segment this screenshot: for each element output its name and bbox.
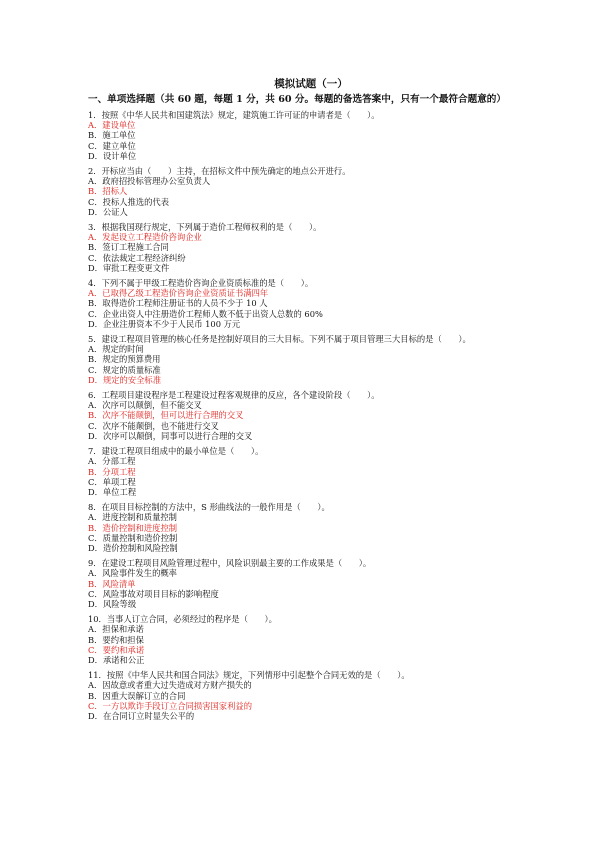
answer-option: C．风险事故对项目目标的影响程度	[88, 588, 219, 599]
answer-option: A．风险事件发生的概率	[88, 568, 177, 579]
page-title: 模拟试题（一）	[274, 78, 348, 90]
answer-option: B．要约和担保	[88, 634, 144, 645]
question-10	[88, 614, 518, 665]
question-stem: 3．根据我国现行规定，下列属于造价工程师权利的是（ ）。	[88, 222, 322, 233]
question-list	[88, 110, 518, 721]
answer-option: C．企业出资人中注册造价工程师人数不低于出资人总数的 60%	[88, 308, 323, 319]
question-8	[88, 502, 518, 553]
answer-option: B．因重大误解订立的合同	[88, 690, 186, 701]
answer-option-correct: A．建设单位	[88, 120, 136, 131]
answer-option: D．单位工程	[88, 486, 137, 497]
question-stem: 11．按照《中华人民共和国合同法》规定，下列情形中引起整个合同无效的是（ ）。	[88, 670, 410, 681]
answer-option: D．设计单位	[88, 150, 137, 161]
question-stem: 2．开标应当由（ ）主持，在招标文件中预先确定的地点公开进行。	[88, 166, 351, 177]
answer-option-correct: B．风险清单	[88, 578, 136, 589]
answer-option: C．规定的质量标准	[88, 364, 161, 375]
answer-option: D．造价控制和风险控制	[88, 542, 178, 553]
question-stem: 1．按照《中华人民共和国建筑法》规定，建筑施工许可证的申请者是（ ）。	[88, 110, 380, 120]
question-stem: 6．工程项目建设程序是工程建设过程客观规律的反应，各个建设阶段（ ）。	[88, 390, 380, 401]
question-6	[88, 390, 518, 441]
question-stem: 10．当事人订立合同，必须经过的程序是（ ）。	[88, 614, 277, 625]
answer-option-correct: B．次序不能颠倒，但可以进行合理的交叉	[88, 410, 244, 421]
answer-option-correct: B．分项工程	[88, 466, 136, 477]
answer-option: B．规定的预算费用	[88, 354, 161, 365]
answer-option: B．签订工程施工合同	[88, 242, 169, 253]
answer-option: D．在合同订立时显失公平的	[88, 710, 195, 721]
question-9	[88, 558, 518, 609]
answer-option: D．承诺和公正	[88, 654, 145, 665]
answer-option: C．投标人推选的代表	[88, 196, 170, 207]
question-11	[88, 670, 518, 721]
answer-option: A．政府招投标管理办公室负责人	[88, 176, 211, 187]
answer-option: A．进度控制和质量控制	[88, 512, 177, 523]
answer-option: A．次序可以颠倒，但不能交叉	[88, 400, 202, 411]
question-1	[88, 110, 518, 161]
answer-option: C．次序不能颠倒，也不能进行交叉	[88, 420, 219, 431]
document-page	[88, 76, 518, 721]
answer-option: D．审批工程变更文件	[88, 262, 170, 273]
question-stem: 9．在建设工程项目风险管理过程中，风险识别最主要的工作成果是（ ）。	[88, 558, 372, 569]
section-heading: 一、单项选择题（共 60 题，每题 1 分，共 60 分。每题的备选答案中，只有一个最符合题意的）	[88, 94, 506, 105]
answer-option: C．依法裁定工程经济纠纷	[88, 252, 186, 263]
question-stem: 4．下列不属于甲级工程造价咨询企业资质标准的是（ ）。	[88, 278, 314, 289]
answer-option-correct: D．规定的安全标准	[88, 374, 162, 385]
answer-option: B．取得造价工程师注册证书的人员不少于 10 人	[88, 298, 268, 309]
answer-option: D．企业注册资本不少于人民币 100 万元	[88, 318, 241, 329]
answer-option: D．次序可以颠倒，同事可以进行合理的交叉	[88, 430, 253, 441]
answer-option: B．施工单位	[88, 130, 136, 141]
answer-option: C．单项工程	[88, 476, 136, 487]
question-stem: 8．在项目目标控制的方法中，S 形曲线法的一般作用是（ ）。	[88, 502, 330, 513]
answer-option: A．担保和承诺	[88, 624, 144, 635]
answer-option-correct: C．一方以欺诈手段订立合同损害国家利益的	[88, 700, 252, 711]
question-7	[88, 446, 518, 497]
question-3	[88, 222, 518, 273]
question-stem: 5．建设工程项目管理的核心任务是控制好项目的三大目标。下列不属于项目管理三大目标的是（ ）。	[88, 334, 471, 345]
answer-option: A．规定的时间	[88, 344, 144, 355]
answer-option-correct: A．已取得乙级工程造价咨询企业资质证书满四年	[88, 288, 269, 299]
question-5	[88, 334, 518, 385]
answer-option: D．公证人	[88, 206, 128, 217]
answer-option-correct: C．要约和承诺	[88, 644, 145, 655]
answer-option: A．分部工程	[88, 456, 136, 467]
answer-option: A．因故意或者重大过失造成对方财产损失的	[88, 680, 252, 691]
answer-option: C．建立单位	[88, 140, 136, 151]
answer-option-correct: B．造价控制和进度控制	[88, 522, 178, 533]
question-2	[88, 166, 518, 217]
answer-option: D．风险等级	[88, 598, 137, 609]
question-4	[88, 278, 518, 329]
answer-option-correct: B．招标人	[88, 186, 128, 197]
answer-option: C．质量控制和造价控制	[88, 532, 178, 543]
question-stem: 7．建设工程项目组成中的最小单位是（ ）。	[88, 446, 264, 457]
answer-option-correct: A．发起设立工程造价咨询企业	[88, 232, 202, 243]
